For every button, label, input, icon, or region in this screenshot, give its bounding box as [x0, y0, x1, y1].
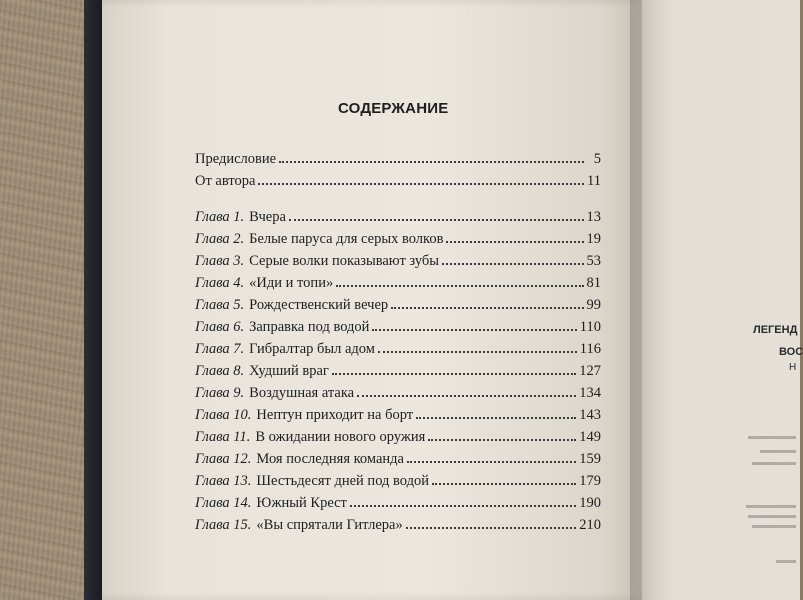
- chapter-label: Глава 7.: [195, 341, 245, 357]
- right-page-heading: ЛЕГЕНД: [753, 324, 798, 336]
- right-page-subheading: ВОС: [779, 346, 803, 358]
- toc-row-chapter-1: [195, 206, 601, 226]
- chapter-title: «Вы спрятали Гитлера»: [256, 517, 403, 533]
- dot-leader: [442, 263, 583, 265]
- chapter-label: Глава 14.: [195, 495, 252, 511]
- imprint-text-blur: [760, 450, 796, 453]
- imprint-text-blur: [746, 505, 796, 508]
- chapter-label: Глава 12.: [195, 451, 252, 467]
- toc-page-number: 127: [579, 363, 601, 379]
- chapter-title: Серые волки показывают зубы: [249, 253, 440, 269]
- imprint-text-blur: [752, 462, 796, 465]
- chapter-label: Глава 3.: [195, 253, 245, 269]
- toc-page-number: 81: [586, 275, 601, 291]
- toc-page-number: 5: [593, 151, 601, 167]
- dot-leader: [432, 483, 576, 485]
- toc-row-preface: [195, 148, 601, 168]
- right-page: [642, 0, 800, 600]
- toc-row-chapter-2: [195, 228, 601, 248]
- toc-row-chapter-14: [195, 492, 601, 512]
- dot-leader: [428, 439, 576, 441]
- dot-leader: [378, 351, 577, 353]
- chapter-title: «Иди и топи»: [249, 275, 334, 291]
- chapter-title: Белые паруса для серых волков: [249, 231, 444, 247]
- dot-leader: [357, 395, 576, 397]
- chapter-label: Глава 15.: [195, 517, 252, 533]
- chapter-title: Шестьдесят дней под водой: [256, 473, 429, 489]
- dot-leader: [279, 161, 584, 163]
- toc-page-number: 13: [586, 209, 601, 225]
- chapter-label: Глава 6.: [195, 319, 245, 335]
- toc-row-author: [195, 170, 601, 190]
- right-page-fragment: Н: [789, 362, 797, 373]
- toc-row-chapter-4: [195, 272, 601, 292]
- chapter-title: Вчера: [249, 209, 286, 225]
- chapter-title: Южный Крест: [256, 495, 347, 511]
- chapter-label: Глава 2.: [195, 231, 245, 247]
- toc-page-number: 116: [579, 341, 601, 357]
- chapter-title: Воздушная атака: [249, 385, 355, 401]
- toc-row-chapter-3: [195, 250, 601, 270]
- dot-leader: [406, 527, 577, 529]
- chapter-label: Глава 8.: [195, 363, 245, 379]
- chapter-title: Рождественский вечер: [249, 297, 389, 313]
- toc-page-number: 149: [579, 429, 601, 445]
- toc-row-chapter-11: [195, 426, 601, 446]
- chapter-title: Худший враг: [249, 363, 329, 379]
- toc-entry-title: От автора: [195, 173, 256, 189]
- dot-leader: [258, 183, 584, 185]
- dot-leader: [336, 285, 583, 287]
- chapter-label: Глава 1.: [195, 209, 245, 225]
- toc-page-number: 190: [579, 495, 601, 511]
- chapter-label: Глава 11.: [195, 429, 251, 445]
- toc-page-number: 134: [579, 385, 601, 401]
- toc-row-chapter-15: [195, 514, 601, 534]
- dot-leader: [372, 329, 576, 331]
- dot-leader: [350, 505, 576, 507]
- toc-row-chapter-13: [195, 470, 601, 490]
- chapter-title: Моя последняя команда: [256, 451, 404, 467]
- toc-page-number: 19: [586, 231, 601, 247]
- toc-page-number: 210: [579, 517, 601, 533]
- imprint-text-blur: [752, 525, 796, 528]
- chapter-title: Заправка под водой: [249, 319, 370, 335]
- toc-row-chapter-5: [195, 294, 601, 314]
- toc-page-number: 110: [579, 319, 601, 335]
- toc-row-chapter-12: [195, 448, 601, 468]
- toc-row-chapter-7: [195, 338, 601, 358]
- chapter-label: Глава 4.: [195, 275, 245, 291]
- chapter-label: Глава 10.: [195, 407, 252, 423]
- toc-row-chapter-8: [195, 360, 601, 380]
- chapter-label: Глава 5.: [195, 297, 245, 313]
- toc-entry-title: Предисловие: [195, 151, 277, 167]
- dot-leader: [416, 417, 576, 419]
- toc-row-chapter-9: [195, 382, 601, 402]
- dot-leader: [407, 461, 576, 463]
- toc-page-number: 99: [586, 297, 601, 313]
- toc-row-chapter-10: [195, 404, 601, 424]
- dot-leader: [289, 219, 584, 221]
- imprint-text-blur: [748, 436, 796, 439]
- imprint-text-blur: [748, 515, 796, 518]
- chapter-title: В ожидании нового оружия: [255, 429, 426, 445]
- dot-leader: [391, 307, 583, 309]
- dot-leader: [446, 241, 583, 243]
- toc-page-number: 143: [579, 407, 601, 423]
- book-gutter: [630, 0, 652, 600]
- chapter-title: Нептун приходит на борт: [256, 407, 414, 423]
- toc-page-number: 179: [579, 473, 601, 489]
- chapter-title: Гибралтар был адом: [249, 341, 375, 357]
- imprint-text-blur: [776, 560, 796, 563]
- toc-page-number: 53: [586, 253, 601, 269]
- toc-page-number: 11: [587, 173, 601, 189]
- toc-page-number: 159: [579, 451, 601, 467]
- chapter-label: Глава 13.: [195, 473, 252, 489]
- toc-row-chapter-6: [195, 316, 601, 336]
- dot-leader: [332, 373, 576, 375]
- toc-title: СОДЕРЖАНИЕ: [338, 100, 449, 117]
- chapter-label: Глава 9.: [195, 385, 245, 401]
